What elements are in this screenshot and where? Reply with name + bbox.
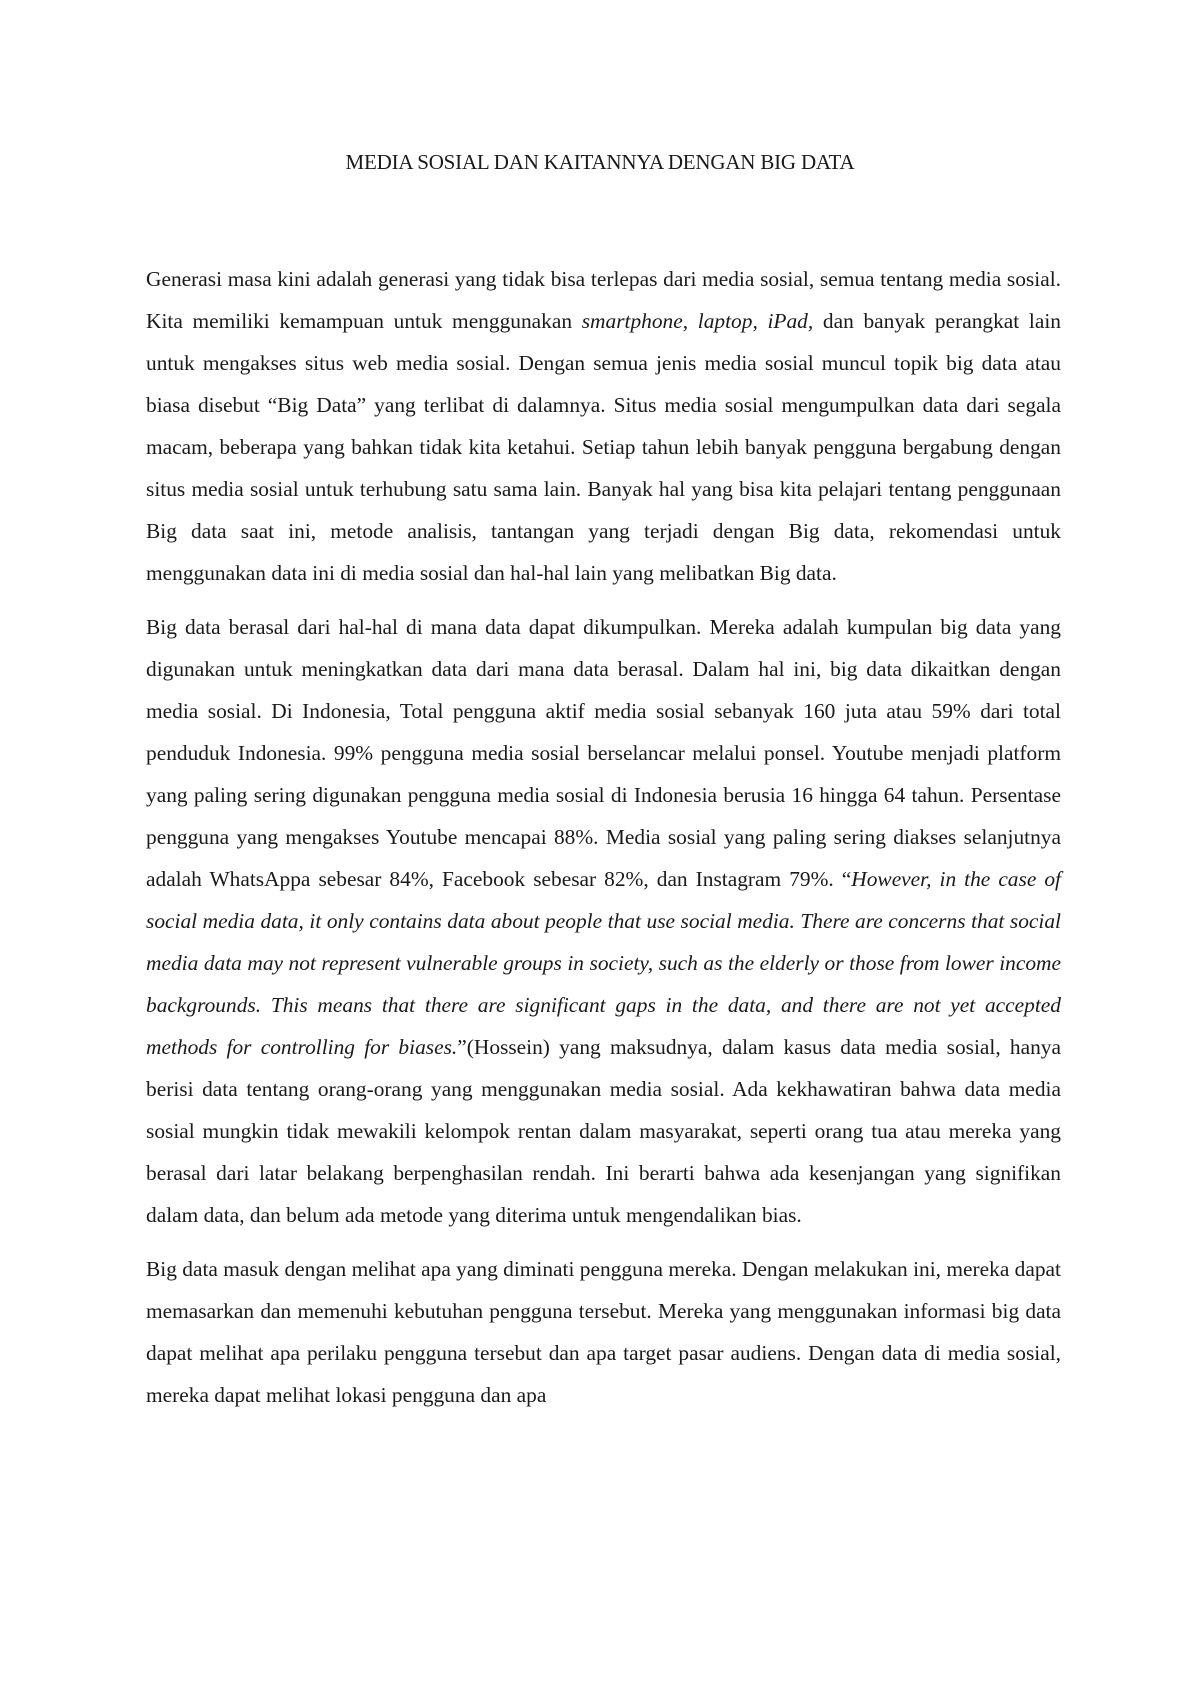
document-title: MEDIA SOSIAL DAN KAITANNYA DENGAN BIG DATA — [345, 150, 855, 174]
text-segment: Big data masuk dengan melihat apa yang diminati pengguna mereka. Dengan melakukan ini, mereka dapat memasarkan dan memenuhi kebutuhan pengguna tersebut. Mereka yang menggunakan informasi big data dapat melihat apa perilaku pengguna tersebut dan apa target pasar audiens. Dengan data di media sosial, mereka dapat melihat lokasi pengguna dan apa — [146, 1257, 1061, 1407]
document-body — [146, 258, 1061, 1428]
paragraph — [146, 606, 1061, 1236]
italic-text-segment: smartphone, laptop, iPad, — [581, 309, 814, 333]
paragraph — [146, 258, 1061, 594]
paragraph — [146, 1248, 1061, 1416]
italic-quote-segment: However, in the case of social media data, it only contains data about people that use social media. There are concerns that social media data may not represent vulnerable groups in society, such as the elderly or those from lower income backgrounds. This means that there are significant gaps in the data, and there are not yet accepted methods for controlling for biases. — [146, 867, 1061, 1059]
text-segment: Generasi masa kini adalah generasi yang tidak bisa terlepas dari media sosial, semua tentang media sosial. Kita memiliki kemampuan untuk menggunakan — [146, 267, 1061, 333]
text-segment: Big data berasal dari hal-hal di mana data dapat dikumpulkan. Mereka adalah kumpulan big data yang digunakan untuk meningkatkan data dari mana data berasal. Dalam hal ini, big data dikaitkan dengan media sosial. Di Indonesia, Total pengguna aktif media sosial sebanyak 160 juta atau 59% dari total penduduk Indonesia. 99% pengguna media sosial berselancar melalui ponsel. Youtube menjadi platform yang paling sering digunakan pengguna media sosial di Indonesia berusia 16 hingga 64 tahun. Persentase pengguna yang mengakses Youtube mencapai 88%. Media sosial yang paling sering diakses selanjutnya adalah WhatsAppa sebesar 84%, Facebook sebesar 82%, dan Instagram 79%. “ — [146, 615, 1061, 891]
text-segment: ”(Hossein) yang maksudnya, dalam kasus data media sosial, hanya berisi data tentang orang-orang yang menggunakan media sosial. Ada kekhawatiran bahwa data media sosial mungkin tidak mewakili kelompok rentan dalam masyarakat, seperti orang tua atau mereka yang berasal dari latar belakang berpenghasilan rendah. Ini berarti bahwa ada kesenjangan yang signifikan dalam data, dan belum ada metode yang diterima untuk mengendalikan bias. — [146, 1035, 1061, 1227]
text-segment: dan banyak perangkat lain untuk mengakses situs web media sosial. Dengan semua jenis media sosial muncul topik big data atau biasa disebut “Big Data” yang terlibat di dalamnya. Situs media sosial mengumpulkan data dari segala macam, beberapa yang bahkan tidak kita ketahui. Setiap tahun lebih banyak pengguna bergabung dengan situs media sosial untuk terhubung satu sama lain. Banyak hal yang bisa kita pelajari tentang penggunaan Big data saat ini, metode analisis, tantangan yang terjadi dengan Big data, rekomendasi untuk menggunakan data ini di media sosial dan hal-hal lain yang melibatkan Big data. — [146, 309, 1061, 585]
